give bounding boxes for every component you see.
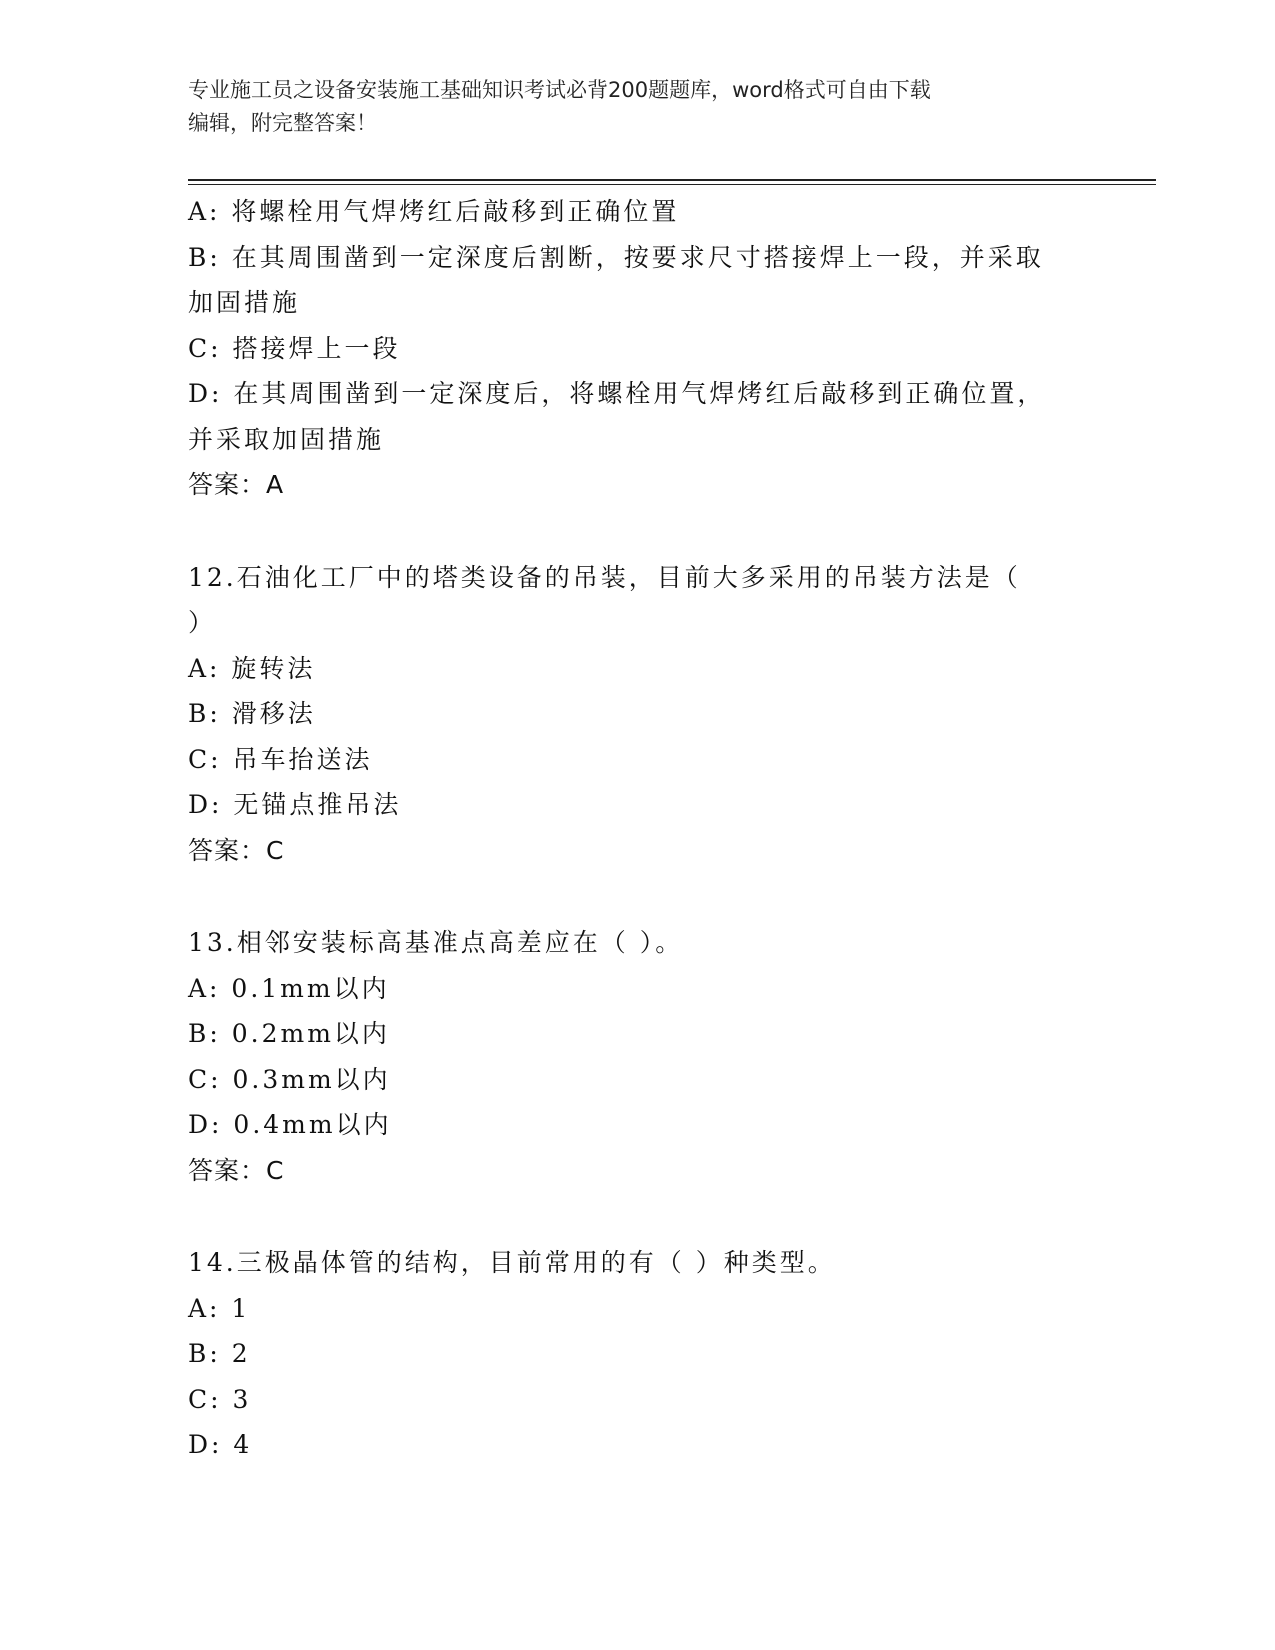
- option-b-continued: 加固措施: [188, 288, 301, 317]
- option-c: C: 吊车抬送法: [188, 744, 373, 774]
- header-line-1: 专业施工员之设备安装施工基础知识考试必背200题题库，word格式可自由下载: [188, 78, 931, 102]
- answer: 答案：C: [188, 835, 285, 865]
- spacer: [188, 873, 1088, 920]
- option-b: B: 滑移法: [188, 699, 316, 728]
- option-a: A: 0.1mm以内: [188, 973, 390, 1003]
- option-b: B: 2: [188, 1339, 251, 1368]
- option-b: B: 在其周围凿到一定深度后割断，按要求尺寸搭接焊上一段，并采取: [188, 242, 1044, 272]
- question-stem: 14.三极晶体管的结构，目前常用的有（ ）种类型。: [188, 1248, 836, 1277]
- question-stem: 13.相邻安装标高基准点高差应在（ ）。: [188, 928, 684, 957]
- question-14: [188, 1240, 1088, 1468]
- option-a: A: 1: [188, 1293, 251, 1323]
- question-stem-continued: ）: [188, 608, 217, 637]
- option-d: D: 无锚点推吊法: [188, 790, 402, 819]
- question-stem: 12.石油化工厂中的塔类设备的吊装，目前大多采用的吊装方法是（: [188, 562, 1021, 592]
- option-b: B: 0.2mm以内: [188, 1019, 390, 1048]
- option-d: D: 0.4mm以内: [188, 1110, 392, 1139]
- spacer: [188, 508, 1088, 555]
- document-header: [188, 74, 1088, 140]
- option-a: A: 旋转法: [188, 653, 316, 683]
- option-d: D: 4: [188, 1430, 253, 1459]
- question-13: [188, 920, 1088, 1193]
- question-list: [188, 189, 1088, 1468]
- answer: 答案：A: [188, 470, 285, 499]
- option-c: C: 0.3mm以内: [188, 1064, 391, 1094]
- spacer: [188, 1193, 1088, 1240]
- option-d: D: 在其周围凿到一定深度后，将螺栓用气焊烤红后敲移到正确位置，: [188, 379, 1046, 408]
- question-12: [188, 555, 1088, 874]
- question-11-options: [188, 189, 1088, 508]
- option-d-continued: 并采取加固措施: [188, 424, 385, 454]
- header-rule-thick: [188, 179, 1156, 181]
- option-c: C: 搭接焊上一段: [188, 333, 401, 363]
- header-line-2: 编辑，附完整答案！: [188, 111, 377, 135]
- option-c: C: 3: [188, 1384, 252, 1414]
- answer: 答案：C: [188, 1155, 285, 1185]
- option-a: A: 将螺栓用气焊烤红后敲移到正确位置: [188, 197, 680, 226]
- header-rule-thin: [188, 184, 1156, 185]
